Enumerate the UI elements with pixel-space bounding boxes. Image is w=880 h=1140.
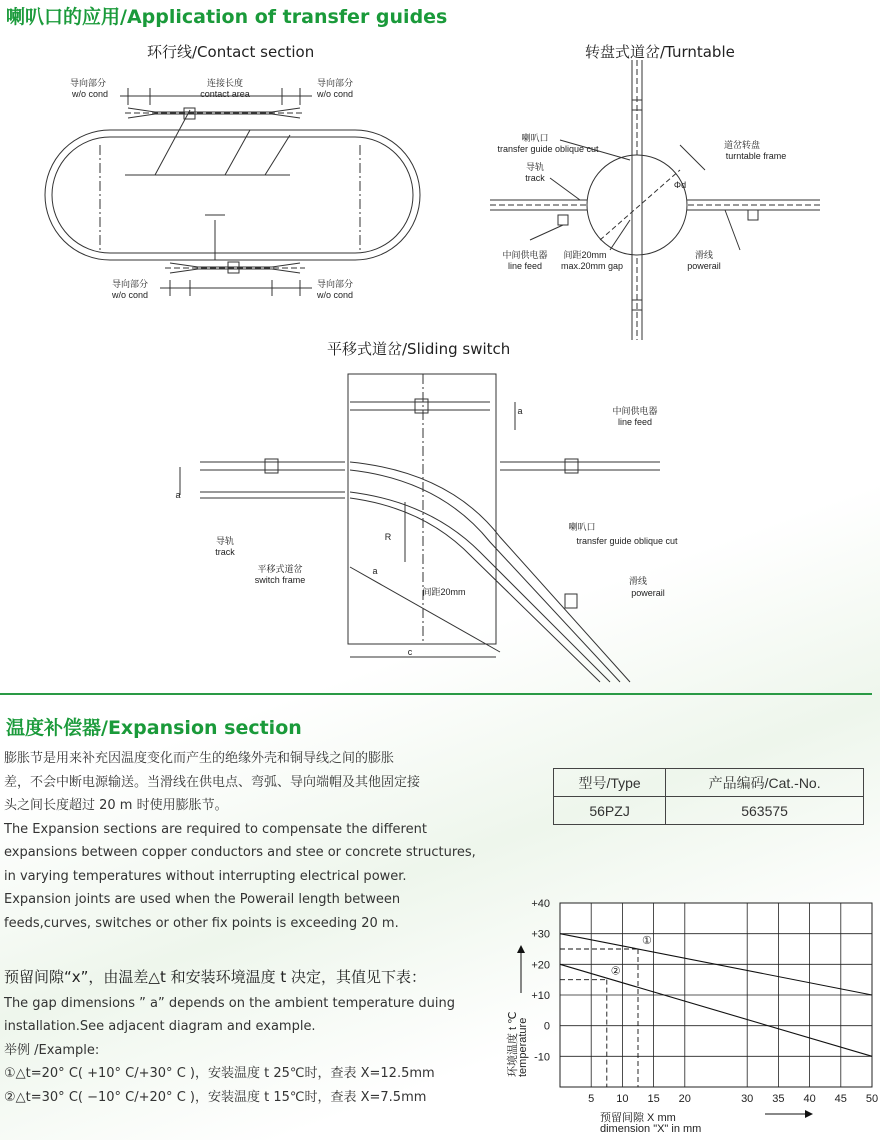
sliding-oblique-cn: 喇叭口: [568, 522, 596, 532]
chart-y-tick-label: 0: [543, 1020, 550, 1033]
intro-line: 膨胀节是用来补充因温度变化而产生的绝缘外壳和铜导线之间的膨胀: [4, 751, 395, 766]
sliding-oblique-en: transfer guide oblique cut: [576, 536, 678, 546]
chart-y-arrowhead: [517, 945, 525, 953]
chart-y-tick-label: -10: [534, 1051, 550, 1064]
contact-section-diagram: [0, 60, 480, 320]
gap-title: 预留间隙“x”，由温差△t 和安装环境温度 t 决定，其值见下表：: [4, 968, 427, 986]
contact-wo-cond-right-en: w/o cond: [316, 89, 354, 99]
intro-line: Expansion joints are used when the Powerail length between: [4, 892, 401, 907]
chart-ylabel-en: temperature: [517, 1017, 529, 1077]
turntable-feed-en: line feed: [507, 261, 543, 271]
chart-ylabel: 环境温度 t ℃: [507, 1011, 519, 1077]
sliding-frame-cn: 平移式道岔: [257, 564, 303, 574]
contact-section-title: 环行线/Contact section: [147, 43, 315, 61]
section-divider: [0, 693, 872, 695]
chart-y-tick-label: +30: [531, 928, 550, 941]
sliding-frame-en: switch frame: [254, 575, 306, 585]
gap-line: The gap dimensions ” a” depends on the ambient temperature duing: [4, 995, 455, 1011]
chart-x-tick-label: 10: [616, 1093, 629, 1105]
spec-header-type: 型号/Type: [554, 769, 666, 797]
sliding-feed-cn: 中间供电器: [612, 406, 658, 416]
sliding-dim-a-left: a: [175, 490, 181, 500]
intro-line: expansions between copper conductors and stee or concrete structures,: [4, 845, 476, 860]
turntable-track-en: track: [525, 173, 545, 183]
turntable-track-cn: 导轨: [525, 162, 545, 172]
turntable-oblique-en: transfer guide oblique cut: [497, 144, 599, 154]
chart-x-tick-label: 45: [834, 1093, 847, 1105]
sliding-dim-a-bottom: a: [372, 566, 378, 576]
chart-x-tick-label: 40: [803, 1093, 816, 1105]
gap-line: ②△t=30° C( −10° C/+20° C )，安装温度 t 15℃时，查表 X=7.5mm: [4, 1089, 427, 1105]
chart-xlabel-en: dimension "X" in mm: [600, 1123, 702, 1135]
gap-line: 举例 /Example:: [4, 1042, 100, 1058]
contact-wo-cond-right-cn: 导向部分: [316, 78, 354, 88]
sliding-track-en: track: [215, 547, 235, 557]
spec-table: [553, 768, 864, 825]
chart-x-tick-label: 30: [741, 1093, 754, 1105]
page-title: 喇叭口的应用/Application of transfer guides: [6, 6, 448, 28]
chart-x-tick-label: 50: [865, 1093, 879, 1105]
table-row: [554, 797, 864, 825]
chart-x-tick-label: 15: [647, 1093, 660, 1105]
sliding-dim-c: c: [407, 647, 413, 657]
spec-table-header: [554, 769, 864, 797]
sliding-switch-diagram: [170, 362, 730, 692]
sliding-powerail-cn: 滑线: [628, 576, 648, 586]
turntable-diagram: [480, 60, 880, 340]
intro-line: in varying temperatures without interrupting electrical power.: [4, 868, 407, 884]
turntable-gap-cn: 间距20mm: [563, 250, 607, 260]
sliding-powerail-en: powerail: [631, 588, 665, 598]
chart-y-tick-label: +20: [531, 959, 550, 972]
chart-x-tick-label: 35: [772, 1093, 785, 1105]
turntable-gap-en: max.20mm gap: [560, 261, 624, 271]
chart-example-label: ②: [610, 965, 621, 978]
chart-y-tick-label: +10: [531, 990, 550, 1002]
contact-area-cn: 连接长度: [206, 78, 244, 88]
sliding-switch-title: 平移式道岔/Sliding switch: [327, 340, 511, 358]
turntable-oblique-cn: 喇叭口: [521, 133, 549, 143]
intro-line: 头之间长度超过 20 m 时使用膨胀节。: [4, 798, 228, 813]
expansion-title: 温度补偿器/Expansion section: [6, 717, 302, 739]
contact-bottom-wo-cond-right-en: w/o cond: [316, 290, 354, 300]
sliding-dim-a-top: a: [517, 406, 523, 416]
spec-cell-type: 56PZJ: [554, 797, 666, 825]
contact-bottom-wo-cond-en: w/o cond: [111, 290, 149, 300]
spec-header-cat: 产品编码/Cat.-No.: [666, 769, 864, 797]
intro-line: feeds,curves, switches or other fix points is exceeding 20 m.: [4, 915, 399, 931]
expansion-intro: [4, 747, 474, 935]
turntable-powerail-en: powerail: [687, 261, 721, 271]
contact-wo-cond-en: w/o cond: [71, 89, 109, 99]
sliding-feed-en: line feed: [617, 417, 653, 427]
spec-cell-cat: 563575: [666, 797, 864, 825]
chart-y-tick-label: +40: [531, 898, 550, 910]
temperature-chart: [500, 890, 880, 1140]
chart-x-tick-label: 20: [678, 1093, 691, 1105]
chart-xlabel: 预留间隙 X mm: [600, 1112, 676, 1124]
chart-x-tick-label: 5: [588, 1093, 595, 1105]
contact-bottom-wo-cond-cn: 导向部分: [111, 279, 149, 289]
turntable-powerail-cn: 滑线: [694, 250, 714, 260]
intro-line: The Expansion sections are required to compensate the different: [4, 821, 427, 837]
intro-line: 差，不会中断电源输送。当滑线在供电点、弯弧、导向端帽及其他固定接: [4, 774, 421, 790]
contact-wo-cond-cn: 导向部分: [69, 78, 107, 88]
contact-area-en: contact area: [200, 89, 250, 99]
turntable-title: 转盘式道岔/Turntable: [585, 43, 735, 61]
turntable-feed-cn: 中间供电器: [502, 250, 548, 260]
chart-x-arrowhead: [805, 1110, 813, 1118]
sliding-gap: 间距20mm: [422, 587, 466, 597]
sliding-track-cn: 导轨: [215, 536, 235, 546]
gap-line: installation.See adjacent diagram and example.: [4, 1019, 316, 1034]
sliding-dim-r: R: [384, 532, 392, 542]
gap-line: ①△t=20° C( +10° C/+30° C )，安装温度 t 25℃时，查表 X=12.5mm: [4, 1066, 435, 1081]
turntable-diameter: Φd: [673, 180, 687, 190]
contact-bottom-wo-cond-right-cn: 导向部分: [316, 279, 354, 289]
chart-example-label: ①: [642, 935, 652, 947]
turntable-frame-en: turntable frame: [725, 151, 787, 161]
turntable-frame-cn: 道岔转盘: [723, 140, 761, 150]
gap-explanation: [4, 966, 504, 1109]
